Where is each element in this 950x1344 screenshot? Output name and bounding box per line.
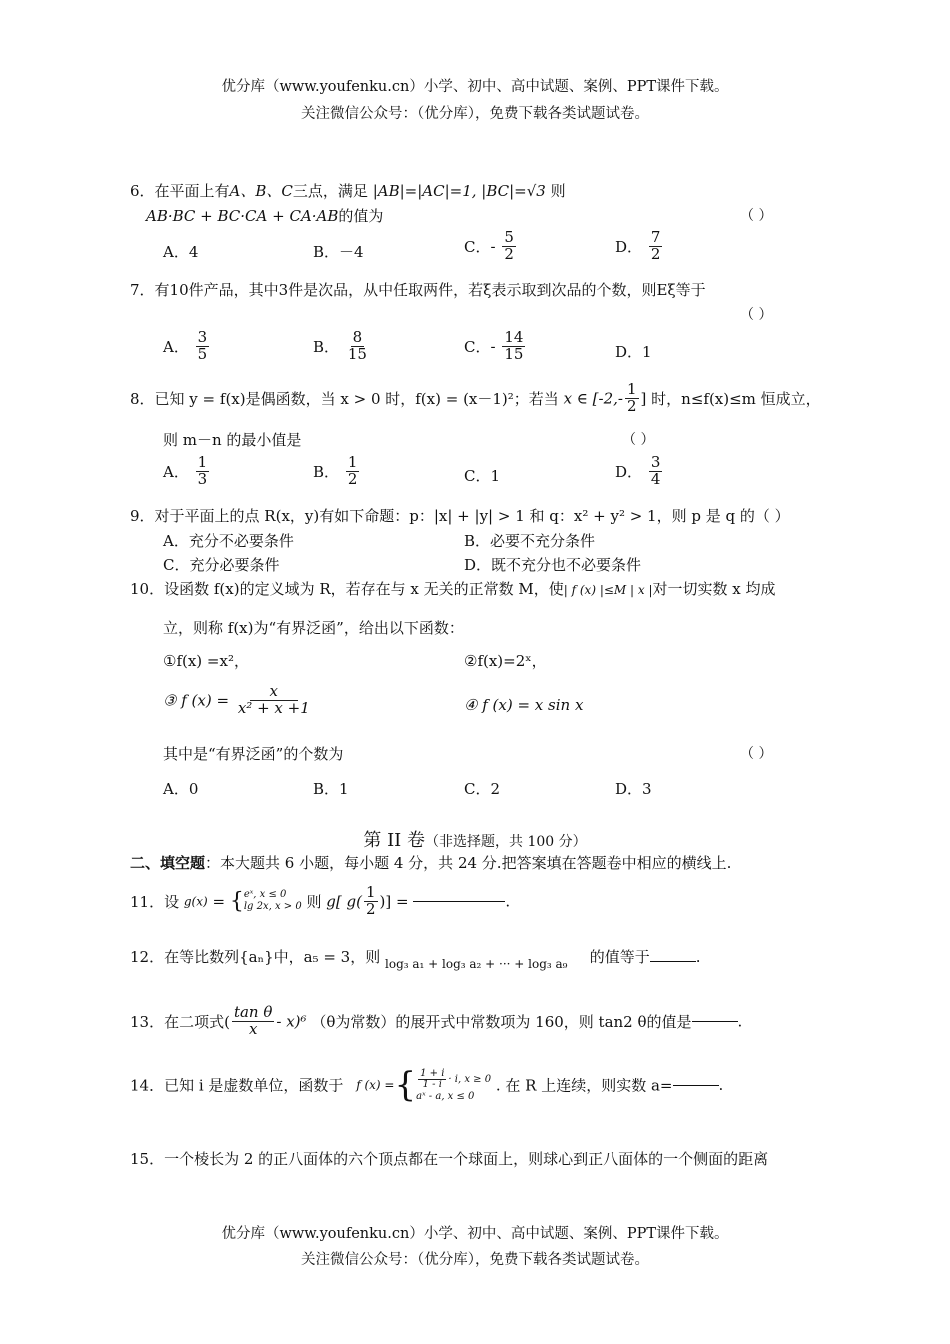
q6-option-a: A．4 — [163, 243, 199, 261]
q6-expression: AB·BC + BC·CA + CA·AB — [146, 207, 339, 225]
q11: 11．设 g(x) = { eˣ, x ≤ 0 lg 2x, x > 0 则 g[ g( $\frac{1}{2}$ )] = . — [130, 883, 511, 918]
q6-option-b: B．－4 — [313, 243, 364, 261]
q8-stem: 8．已知 y = f(x)是偶函数，当 x > 0 时，f(x) = (x－1)²；若当 x ∈ [-2,- $\frac{1}{2}$ ] 时，n≤f(x)≤m 恒成立， — [130, 380, 821, 415]
q6-option-d: D． $\frac{7}{2}$ — [615, 228, 661, 263]
q7-option-c: C．- $\frac{14}{15}$ — [464, 328, 524, 363]
q8-answer-paren: （ ） — [622, 432, 655, 448]
q8-option-d: D． $\frac{3}{4}$ — [615, 453, 661, 488]
q9-stem: 9．对于平面上的点 R(x，y)有如下命题：p：|x| + |y| > 1 和 q：x² + y² > 1，则 p 是 q 的（ ） — [130, 507, 790, 525]
q10-func-1: ①f(x) =x²， — [163, 652, 249, 670]
q6-condition: |AB|=|AC|=1, |BC|=√3 — [372, 182, 546, 200]
q14-answer-blank[interactable] — [673, 1085, 719, 1086]
q6-option-c: C．- $\frac{5}{2}$ — [464, 228, 514, 263]
q10-answer-paren: （ ） — [740, 746, 773, 762]
q9-option-c: C．充分必要条件 — [163, 556, 280, 574]
q9-option-d: D．既不充分也不必要条件 — [464, 556, 642, 574]
q7-option-a: A． $\frac{3}{5}$ — [163, 328, 208, 363]
q10-stem: 10．设函数 f(x)的定义域为 R，若存在与 x 无关的正常数 M，使| f (x) |≤M | x |对一切实数 x 均成 — [130, 580, 776, 598]
q10-question: 其中是“有界泛函”的个数为 — [163, 745, 344, 763]
q6-answer-paren: （ ） — [740, 208, 773, 224]
q10-func-3: ③ f (x) = $\frac{x}{\text{x² + x +1}}$ — [163, 682, 310, 717]
q14: 14．已知 i 是虚数单位，函数于 f (x) = { $\frac{1 + i}{1 - i}$ · i, x ≥ 0 aˣ - a, x ≤ 0 . 在 R 上连续，则实数 a= . — [130, 1065, 724, 1105]
footer-line-1: 优分库（www.youfenku.cn）小学、初中、高中试题、案例、PPT课件下载。 — [221, 1226, 729, 1242]
q9-option-b: B．必要不充分条件 — [464, 532, 596, 550]
q7-stem: 7．有10件产品，其中3件是次品，从中任取两件，若ξ表示取到次品的个数，则Eξ等于 — [130, 281, 706, 299]
q8-option-c: C．1 — [464, 467, 501, 485]
header-line-2: 关注微信公众号：（优分库），免费下载各类试题试卷。 — [301, 106, 649, 122]
q7-option-b: B． $\frac{8}{15}$ — [313, 328, 367, 363]
section-fill-blank: 二、填空题：本大题共 6 小题，每小题 4 分，共 24 分.把答案填在答题卷中相应的横线上. — [130, 854, 732, 872]
q7-option-d: D．1 — [615, 343, 652, 361]
q10-option-a: A．0 — [163, 780, 199, 798]
q13: 13．在二项式( $\frac{\text{tan θ}}{x}$ - x)⁶ （θ为常数）的展开式中常数项为 160，则 tan2 θ的值是 . — [130, 1003, 743, 1038]
q10-option-c: C．2 — [464, 780, 501, 798]
q10-option-b: B．1 — [313, 780, 349, 798]
q10-func-4: ④ f (x) = x sin x — [464, 696, 584, 714]
part2-title: 第 II 卷（非选择题，共 100 分） — [363, 830, 587, 851]
q10-func-2: ②f(x)=2ˣ， — [464, 652, 547, 670]
q12: 12．在等比数列{aₙ}中，a₅ = 3，则 log₃ a₁ + log₃ a₂ + ··· + log₃ a₉ 的值等于 . — [130, 948, 701, 971]
q11-answer-blank[interactable] — [413, 901, 505, 902]
q8-line-2: 则 m－n 的最小值是 — [163, 431, 302, 449]
q6-expression-line: AB·BC + BC·CA + CA·AB的值为 — [146, 207, 384, 225]
header-line-1: 优分库（www.youfenku.cn）小学、初中、高中试题、案例、PPT课件下载。 — [221, 79, 729, 95]
q12-answer-blank[interactable] — [650, 961, 696, 962]
q8-option-b: B． $\frac{1}{2}$ — [313, 453, 358, 488]
q7-answer-paren: （ ） — [740, 307, 773, 323]
q10-line-2: 立，则称 f(x)为“有界泛函”，给出以下函数： — [163, 619, 464, 637]
q10-option-d: D．3 — [615, 780, 652, 798]
q6-stem: 6．在平面上有A、B、C三点，满足 |AB|=|AC|=1, |BC|=√3 则 — [130, 182, 566, 200]
q8-option-a: A． $\frac{1}{3}$ — [163, 453, 208, 488]
footer-line-2: 关注微信公众号：（优分库），免费下载各类试题试卷。 — [301, 1252, 649, 1268]
q13-answer-blank[interactable] — [692, 1021, 738, 1022]
q15-stem: 15．一个棱长为 2 的正八面体的六个顶点都在一个球面上，则球心到正八面体的一个侧面的距离 — [130, 1150, 769, 1168]
q9-option-a: A．充分不必要条件 — [163, 532, 294, 550]
